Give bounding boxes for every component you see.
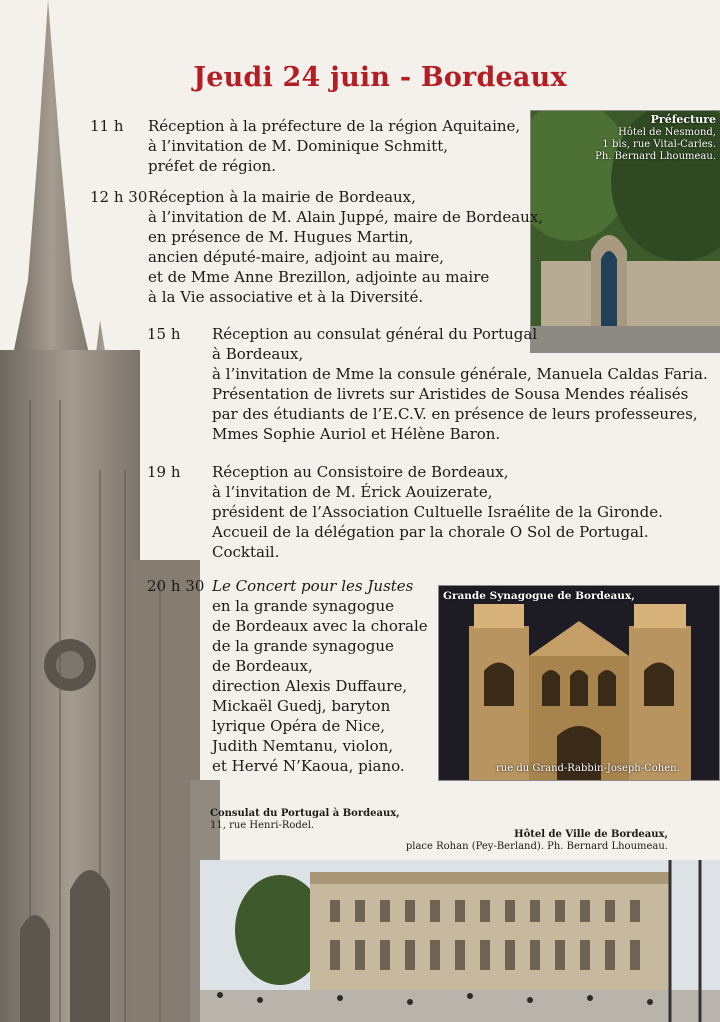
event-line: par des étudiants de l’E.C.V. en présence de leurs professeures, [212,405,698,423]
event-line: à l’invitation de M. Alain Juppé, maire de Bordeaux, [148,208,544,226]
event-time: 11 h [90,117,124,135]
event-time: 12 h 30 [90,188,148,206]
event-line: président de l’Association Cultuelle Israélite de la Gironde. [212,503,663,521]
event-time: 15 h [147,325,181,343]
event-line: de Bordeaux avec la chorale [212,617,428,635]
consulat-caption-address: 11, rue Henri-Rodel. [210,820,315,831]
prefecture-caption-line: Hôtel de Nesmond, [618,127,716,138]
event-line: Judith Nemtanu, violon, [212,737,394,755]
event-line: ancien député-maire, adjoint au maire, [148,248,445,266]
event-time: 20 h 30 [147,577,205,595]
event-line: à l’invitation de Mme la consule générale, Manuela Caldas Faria. [212,365,708,383]
event-line: Réception à la préfecture de la région Aquitaine, [148,117,521,135]
event-line: direction Alexis Duffaure, [212,677,408,695]
event-line: préfet de région. [148,157,277,175]
synagogue-caption-title: Grande Synagogue de Bordeaux, [443,590,635,602]
event-line: Cocktail. [212,543,280,561]
event-line: à la Vie associative et à la Diversité. [148,288,424,306]
event-line: à l’invitation de M. Érick Aouizerate, [212,483,493,501]
prefecture-caption-title: Préfecture [650,113,716,126]
hotel-de-ville-photo [200,860,720,1022]
page-title: Jeudi 24 juin - Bordeaux [193,62,567,93]
event-line: à Bordeaux, [212,345,304,363]
event-line: lyrique Opéra de Nice, [212,717,386,735]
event-line: de la grande synagogue [212,637,394,655]
hotel-de-ville-caption-address: place Rohan (Pey-Berland). Ph. Bernard Lhoumeau. [405,841,668,852]
event-line: Réception au consulat général du Portugal [212,325,538,343]
event-time: 19 h [147,463,181,481]
event-line: Présentation de livrets sur Aristides de Sousa Mendes réalisés [212,385,689,403]
event-line: en la grande synagogue [212,597,394,615]
event-line: en présence de M. Hugues Martin, [148,228,414,246]
event-line: Mmes Sophie Auriol et Hélène Baron. [212,425,501,443]
prefecture-caption-line: Ph. Bernard Lhoumeau. [595,151,716,162]
event-line: Réception à la mairie de Bordeaux, [148,188,416,206]
event-line: de Bordeaux, [212,657,313,675]
event-title: Le Concert pour les Justes [212,577,414,595]
event-line: à l’invitation de M. Dominique Schmitt, [148,137,449,155]
event-line: Accueil de la délégation par la chorale O Sol de Portugal. [212,523,649,541]
event-line: Réception au Consistoire de Bordeaux, [212,463,509,481]
event-line: et Hervé N’Kaoua, piano. [212,757,405,775]
event-line: et de Mme Anne Brezillon, adjointe au maire [148,268,490,286]
synagogue-caption-street: rue du Grand-Rabbin-Joseph-Cohen. [496,763,680,774]
hotel-de-ville-caption-title: Hôtel de Ville de Bordeaux, [514,829,668,840]
synagogue-photo [438,585,720,781]
event-line: Mickaël Guedj, baryton [212,697,391,715]
prefecture-caption-line: 1 bis, rue Vital-Carles. [602,139,716,150]
consulat-caption-title: Consulat du Portugal à Bordeaux, [210,808,400,819]
